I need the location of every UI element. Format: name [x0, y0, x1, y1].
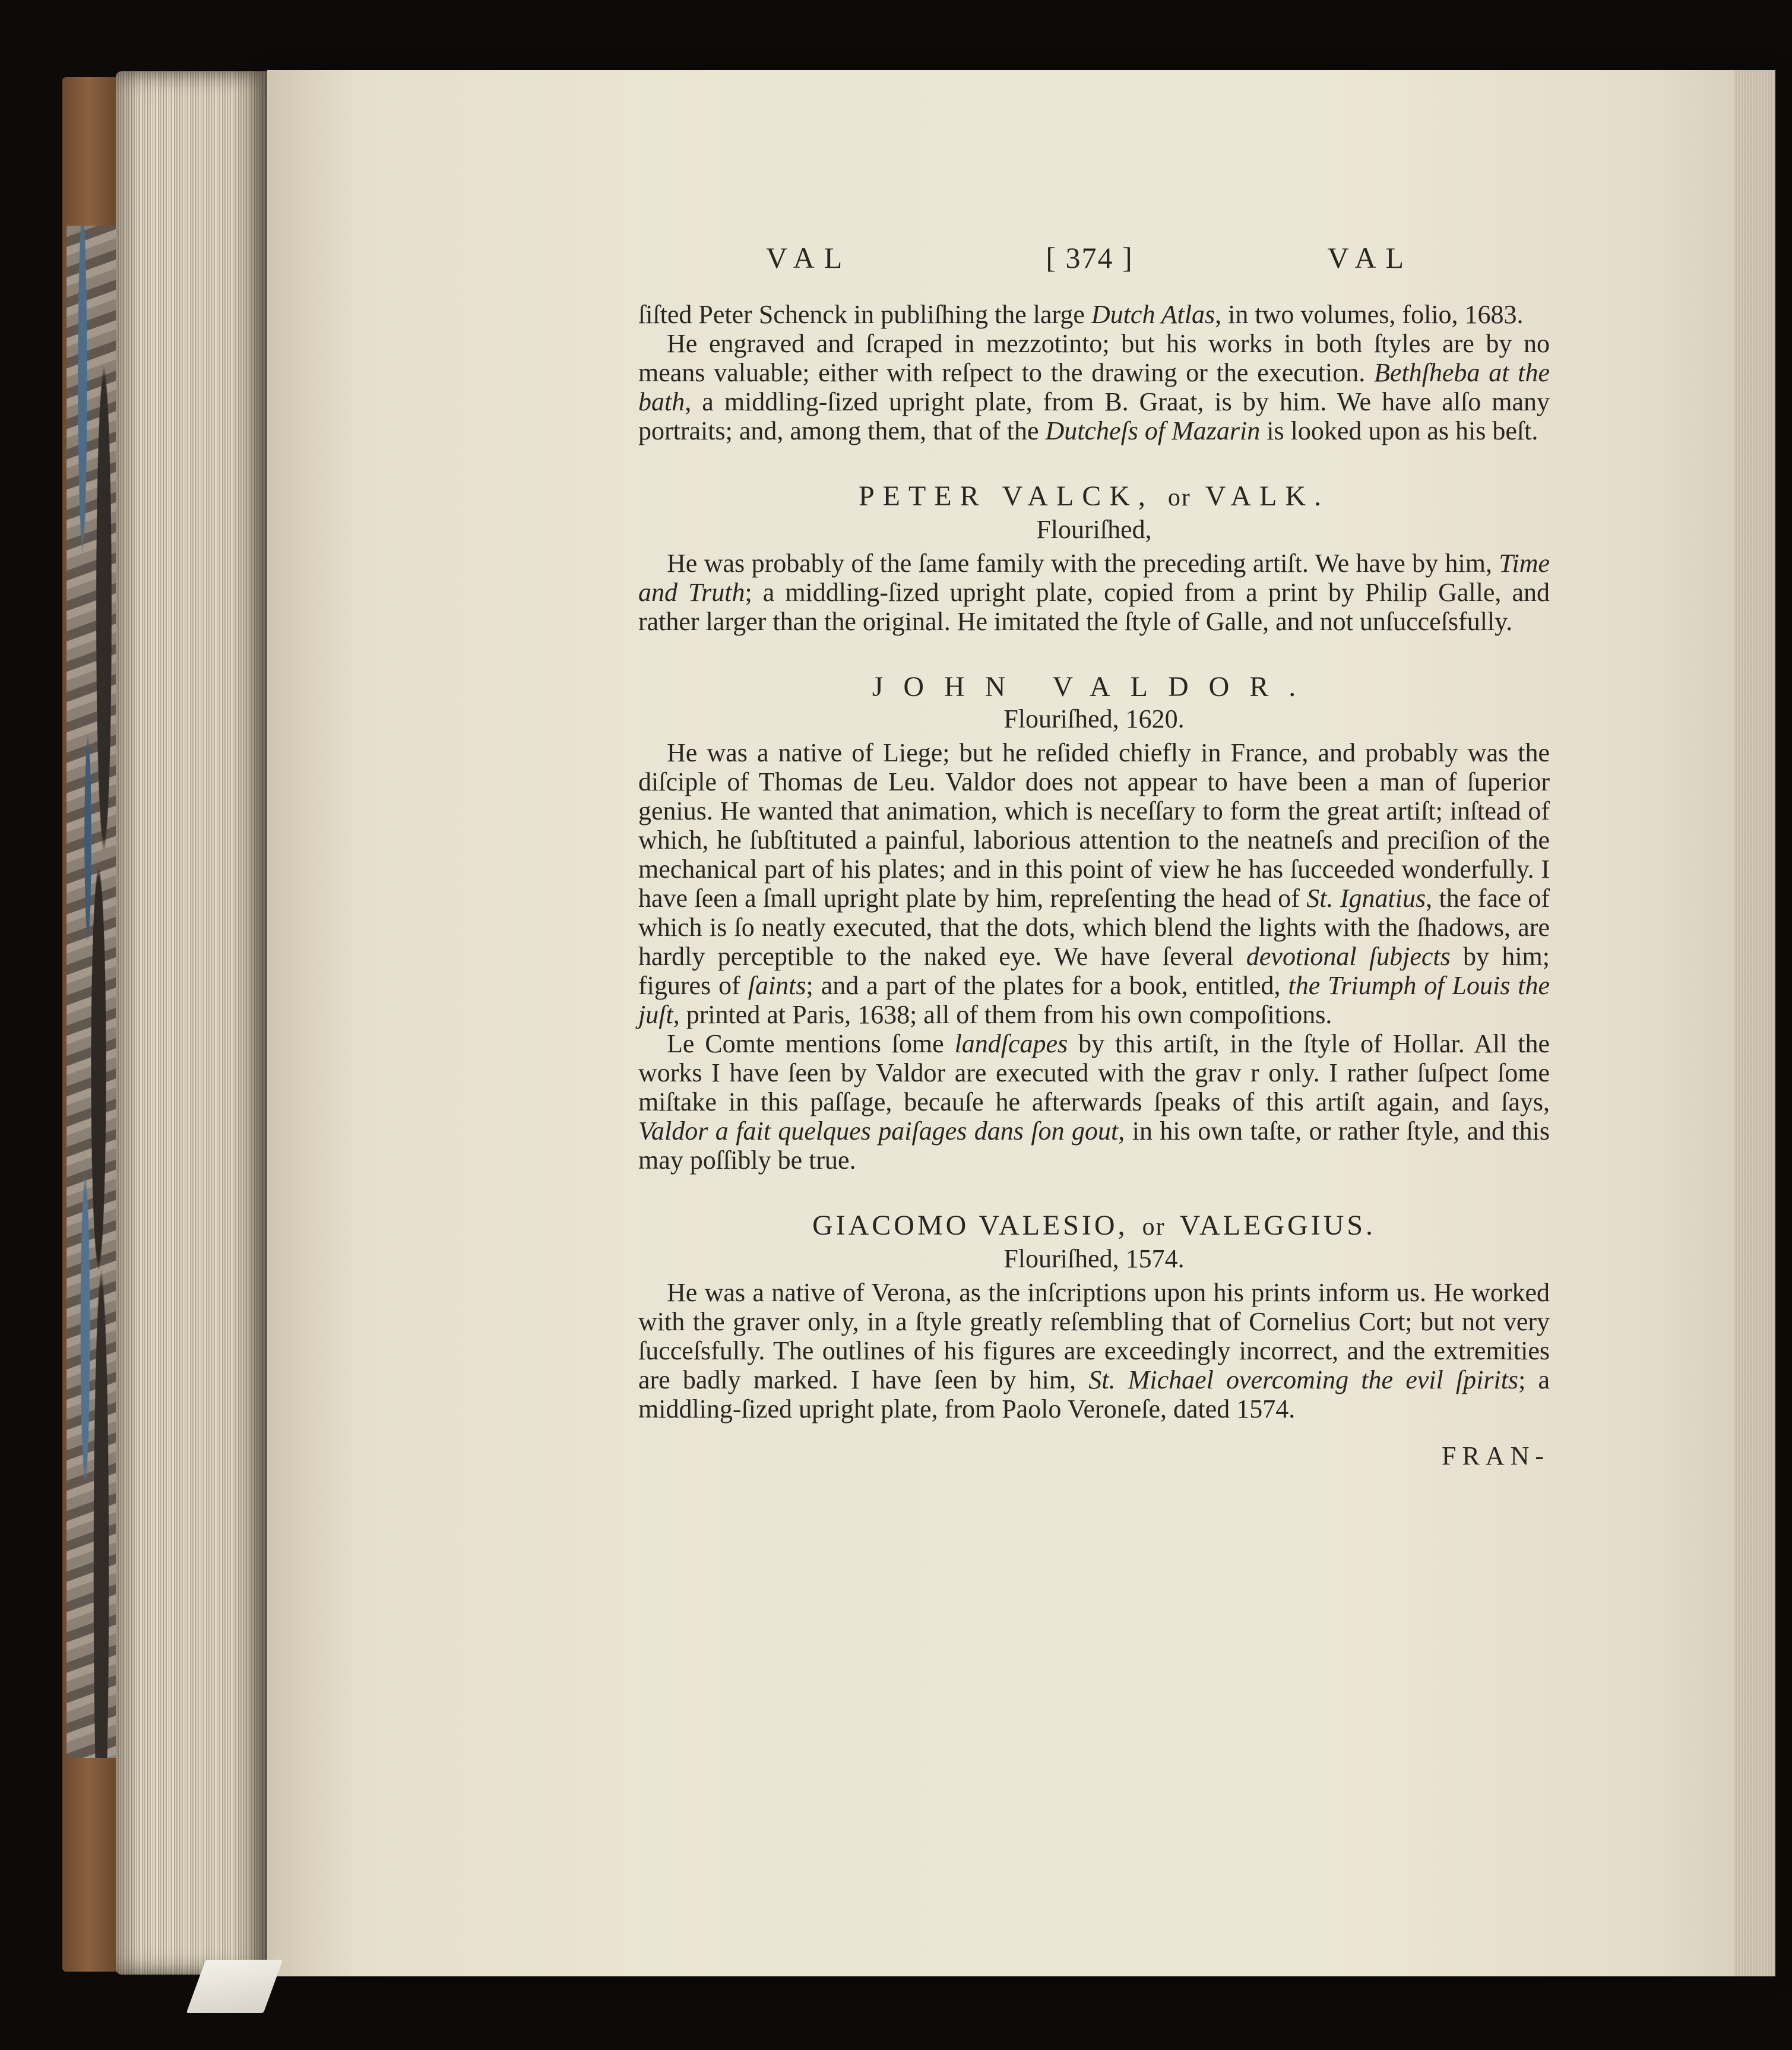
marbled-endpaper	[67, 226, 120, 1758]
page-number: [ 374 ]	[1046, 241, 1134, 274]
continuation-paragraph-1: ſiſted Peter Schenck in publiſhing the large Dutch Atlas, in two volumes, folio, 1683.	[638, 300, 1524, 329]
entry-paragraph-valck: He was probably of the ſame family with the preceding artiſt. We have by him, Time and Truth; a middling-ſized upright plate, copied from a print by Philip Galle, and rather larger than the original. He imitated the ſtyle of Galle, and not unſucceſsfully.	[638, 549, 1550, 636]
running-head-left: VAL	[766, 241, 852, 274]
running-head	[766, 241, 1413, 275]
page-text	[638, 300, 1550, 1470]
entry-heading-valesio: GIACOMO VALESIO, or VALEGGIUS.	[812, 1210, 1376, 1241]
page-edges	[116, 71, 270, 1975]
entry-paragraph-valdor-2: Le Comte mentions ſome landſcapes by this artiſt, in the ſtyle of Hollar. All the works I have ſeen by Valdor are executed with the grav r only. I rather ſuſpect ſome miſtake in this paſſage, becauſe he afterwards ſpeaks of this artiſt again, and ſays, Valdor a fait quelques paiſages dans ſon gout, in his own taſte, or rather ſtyle, and this may poſſibly be true.	[638, 1029, 1550, 1175]
entry-paragraph-valdor-1: He was a native of Liege; but he reſided chiefly in France, and probably was the diſciple of Thomas de Leu. Valdor does not appear to have been a man of ſuperior genius. He wanted that animation, which is neceſſary to form the great artiſt; inſtead of which, he ſubſtituted a painful, laborious attention to the neatneſs and preciſion of the mechanical part of his plates; and in this point of view he has ſucceeded wonderfully. I have ſeen a ſmall upright plate by him, repreſenting the head of St. Ignatius, the face of which is ſo neatly executed, that the dots, which blend the lights with the ſhadows, are hardly perceptible to the naked eye. We have ſeveral devotional ſubjects by him; figures of ſaints; and a part of the plates for a book, entitled, the Triumph of Louis the juſt, printed at Paris, 1638; all of them from his own compoſitions.	[638, 738, 1550, 1029]
flourished-valck: Flouriſhed,	[1036, 515, 1152, 544]
catchword: FRAN-	[1441, 1441, 1550, 1470]
entry-heading-valck: PETER VALCK, or VALK.	[858, 480, 1330, 512]
running-head-right: VAL	[1327, 241, 1413, 274]
flourished-valesio: Flouriſhed, 1574.	[1003, 1244, 1185, 1273]
flourished-valdor: Flouriſhed, 1620.	[1003, 704, 1185, 733]
continuation-paragraph-2: He engraved and ſcraped in mezzotinto; but his works in both ſtyles are by no means valuable; either with reſpect to the drawing or the execution. Bethſheba at the bath, a middling-ſized upright plate, from B. Graat, is by him. We have alſo many portraits; and, among them, that of the Dutcheſs of Mazarin is looked upon as his beſt.	[638, 329, 1550, 445]
entry-heading-valdor: JOHN VALDOR.	[872, 671, 1316, 703]
entry-paragraph-valesio: He was a native of Verona, as the inſcriptions upon his prints inform us. He worked with the graver only, in a ſtyle greatly reſembling that of Cornelius Cort; but not very ſucceſsfully. The outlines of his figures are exceedingly incorrect, and the extremities are badly marked. I have ſeen by him, St. Michael overcoming the evil ſpirits; a middling-ſized upright plate, from Paolo Veroneſe, dated 1574.	[638, 1278, 1550, 1423]
